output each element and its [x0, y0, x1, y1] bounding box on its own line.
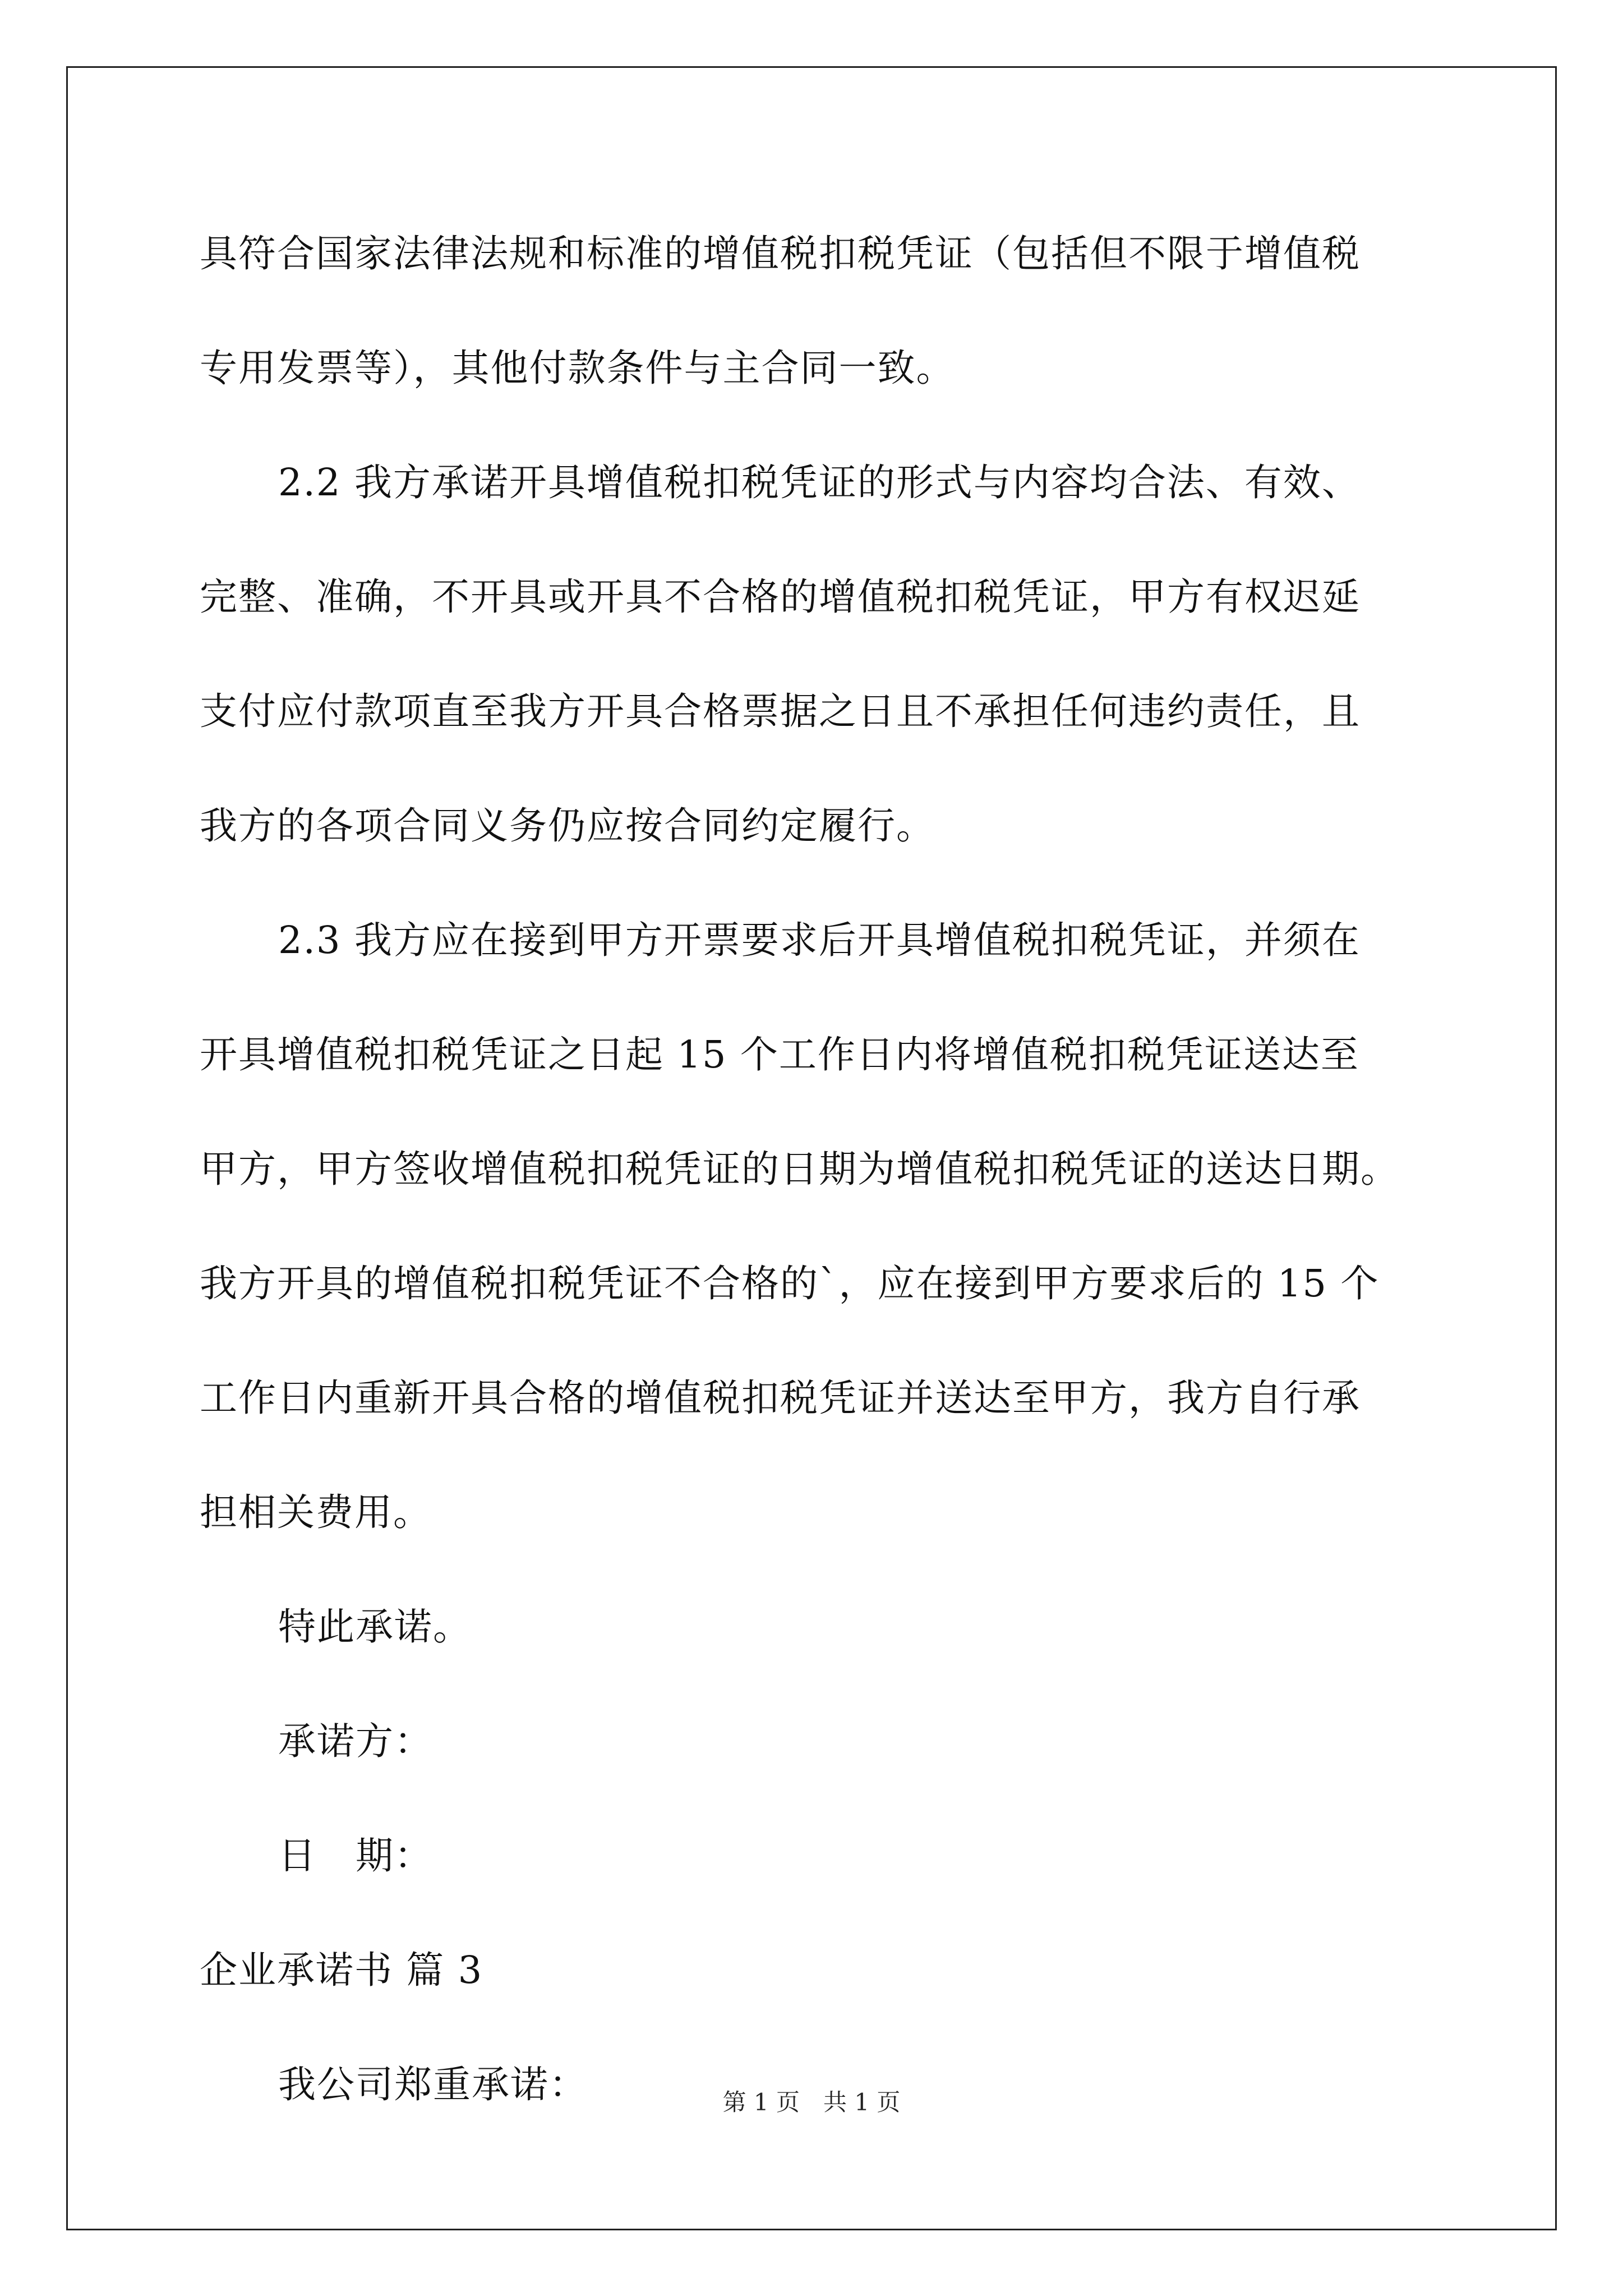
paragraph-line: 开具增值税扣税凭证之日起 15 个工作日内将增值税扣税凭证送达至 — [200, 1033, 1359, 1076]
paragraph-line: 工作日内重新开具合格的增值税扣税凭证并送达至甲方，我方自行承 — [200, 1376, 1361, 1420]
section-heading: 企业承诺书 篇 3 — [200, 1948, 483, 1992]
paragraph-line: 甲方，甲方签收增值税扣税凭证的日期为增值税扣税凭证的送达日期。 — [200, 1147, 1399, 1191]
document-body — [200, 213, 1433, 2159]
clause-2-3-line: 2.3 我方应在接到甲方开票要求后开具增值税扣税凭证，并须在 — [278, 918, 1361, 962]
section-intro: 我公司郑重承诺： — [278, 2063, 588, 2106]
paragraph-line: 担相关费用。 — [200, 1490, 432, 1534]
paragraph-line: 专用发票等），其他付款条件与主合同一致。 — [200, 346, 955, 390]
promisor-label: 承诺方： — [278, 1719, 433, 1763]
paragraph-line: 具符合国家法律法规和标准的增值税扣税凭证（包括但不限于增值税 — [200, 232, 1361, 275]
paragraph-line: 支付应付款项直至我方开具合格票据之日且不承担任何违约责任，且 — [200, 689, 1361, 733]
date-label: 日 期： — [278, 1834, 433, 1878]
clause-2-2-line: 2.2 我方承诺开具增值税扣税凭证的形式与内容均合法、有效、 — [278, 461, 1361, 504]
closing-statement: 特此承诺。 — [278, 1605, 472, 1649]
page-number: 第 1 页 共 1 页 — [722, 2088, 901, 2116]
paragraph-line: 我方的各项合同义务仍应按合同约定履行。 — [200, 804, 935, 848]
paragraph-line: 完整、准确，不开具或开具不合格的增值税扣税凭证，甲方有权迟延 — [200, 575, 1361, 619]
paragraph-line: 我方开具的增值税扣税凭证不合格的`，应在接到甲方要求后的 15 个 — [200, 1262, 1380, 1305]
